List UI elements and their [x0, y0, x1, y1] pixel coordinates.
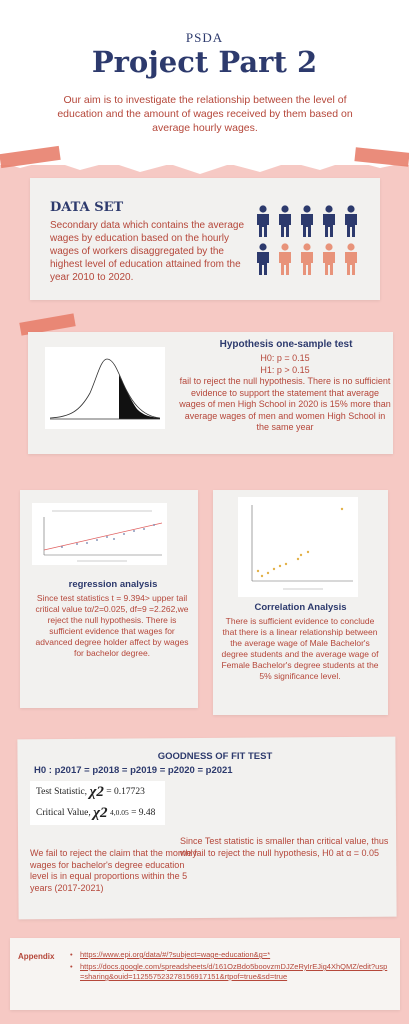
- appendix-list: [70, 950, 390, 984]
- brand-label: PSDA: [185, 30, 224, 45]
- test-statistic-label: Test Statistic,: [36, 787, 88, 797]
- hypothesis-h0: H0: p = 0.15: [260, 353, 310, 363]
- critical-value-row: [36, 805, 155, 822]
- correlation-text: There is sufficient evidence to conclude that there is a linear relationship between the average wage of Male Bachelor's degree students and the average wage of Female Bachelor's degree students at the 5% significance level.: [221, 616, 379, 681]
- chi-square-symbol: χ2: [89, 784, 104, 800]
- regression-text: Since test statistics t = 9.394> upper tail critical value tα/2=0.025, df=9 =2.262,we reject the null hypothesis. There is sufficient evidence that wages for advanced degree holder affect by wages for bachelor degree.: [35, 593, 189, 658]
- goodness-claim: We fail to reject the claim that the monthly wages for bachelor's degree education level is in equal proportions within the 5 years (2017-2021): [30, 848, 197, 893]
- critical-value-label: Critical Value,: [36, 808, 91, 818]
- chi-square-symbol: χ2: [93, 805, 108, 821]
- hypothesis-title: Hypothesis one-sample test: [219, 339, 353, 350]
- appendix-link-2[interactable]: [70, 962, 390, 982]
- critical-value-value: = 9.48: [131, 808, 156, 818]
- normal-curve-chart: [45, 347, 165, 429]
- correlation-title: Correlation Analysis: [254, 602, 347, 613]
- aim-text: Our aim is to investigate the relationship between the level of education and the amount of wages received by them based on average hourly wages.: [57, 94, 353, 134]
- hypothesis-conclusion: fail to reject the null hypothesis. There is no sufficient evidence to support the statement that average wages of men High School in 2020 is 15% more than average wages of men and women High School in the same year: [179, 376, 391, 432]
- page-title: Project Part 2: [91, 45, 318, 79]
- torn-paper-edge: [0, 150, 409, 180]
- hypothesis-h1: H1: p > 0.15: [260, 364, 310, 375]
- appendix-link-1[interactable]: [70, 950, 390, 960]
- people-group-icon: [255, 205, 363, 277]
- dataset-title: DATA SET: [50, 200, 124, 215]
- goodness-title: GOODNESS OF FIT TEST: [157, 751, 273, 762]
- bell-curve: [50, 359, 160, 418]
- goodness-conclusion: Since Test statistic is smaller than critical value, thus we fail to reject the null hypothesis, H0 at α = 0.05: [180, 836, 389, 858]
- test-statistic-value: = 0.17723: [106, 787, 145, 797]
- normal-curve-svg: [45, 347, 165, 429]
- data-points: [257, 508, 343, 577]
- test-statistic-row: [36, 784, 145, 801]
- regression-chart: [32, 503, 167, 565]
- appendix-label: Appendix: [18, 952, 55, 961]
- regression-svg: [32, 503, 167, 565]
- dataset-text: Secondary data which contains the average wages by education based on the hourly wages of workers disaggregated by the highest level of education attained from the year 2010 to 2020.: [50, 220, 245, 283]
- correlation-svg: [238, 497, 358, 597]
- hypothesis-body: [178, 353, 392, 434]
- goodness-h0: H0 : p2017 = p2018 = p2019 = p2020 = p2021: [34, 765, 233, 776]
- header-background: [0, 0, 409, 165]
- regression-title: regression analysis: [68, 579, 158, 590]
- statistics-box: [30, 781, 165, 825]
- regression-line: [44, 523, 162, 550]
- appendix-link-text[interactable]: https://docs.google.com/spreadsheets/d/161OzBdo5boovzmDJZeRyIrEJig4XhQMZ/edit?usp=sharing&ouid=112557523278156917151&rtpof=true&sd=true: [80, 962, 388, 981]
- critical-value-subscript: 4,0.05: [109, 808, 129, 817]
- rejection-region: [119, 375, 160, 419]
- appendix-link-text[interactable]: https://www.epi.org/data/#/?subject=wage-education&g=*: [80, 950, 271, 959]
- correlation-chart: [238, 497, 358, 597]
